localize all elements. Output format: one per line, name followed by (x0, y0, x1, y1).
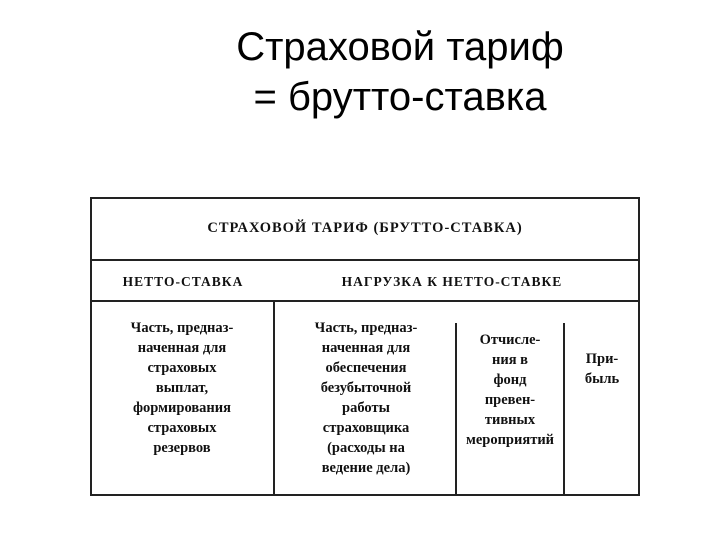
table-divider-header (90, 259, 640, 261)
slide-title-line-1: Страховой тариф (236, 25, 564, 69)
slide-title-line-2: = брутто-ставка (253, 75, 547, 119)
table-divider-load (455, 323, 457, 495)
netto-stavka-description: Часть, предназ- наченная для страховых выплат, формирования страховых резервов (130, 320, 234, 456)
tariff-structure-table (90, 197, 640, 495)
netto-stavka-header: НЕТТО-СТАВКА (122, 274, 244, 289)
slide-title (180, 22, 620, 122)
load-description: Часть, предназ- наченная для обеспечения безубыточной работы страховщика (расходы на ведение дела) (314, 320, 418, 476)
prevention-fund-description: Отчисле- ния в фонд превен- тивных мероприятий (465, 332, 555, 448)
table-divider-subheader (90, 300, 640, 302)
table-divider-profit (563, 323, 565, 495)
table-header: СТРАХОВОЙ ТАРИФ (БРУТТО-СТАВКА) (207, 219, 523, 236)
table-divider-netto (273, 300, 275, 495)
load-header: НАГРУЗКА К НЕТТО-СТАВКЕ (341, 274, 563, 289)
profit-description: При- быль (584, 351, 620, 387)
table-border-bottom (90, 494, 640, 496)
table-border-top (90, 197, 640, 199)
